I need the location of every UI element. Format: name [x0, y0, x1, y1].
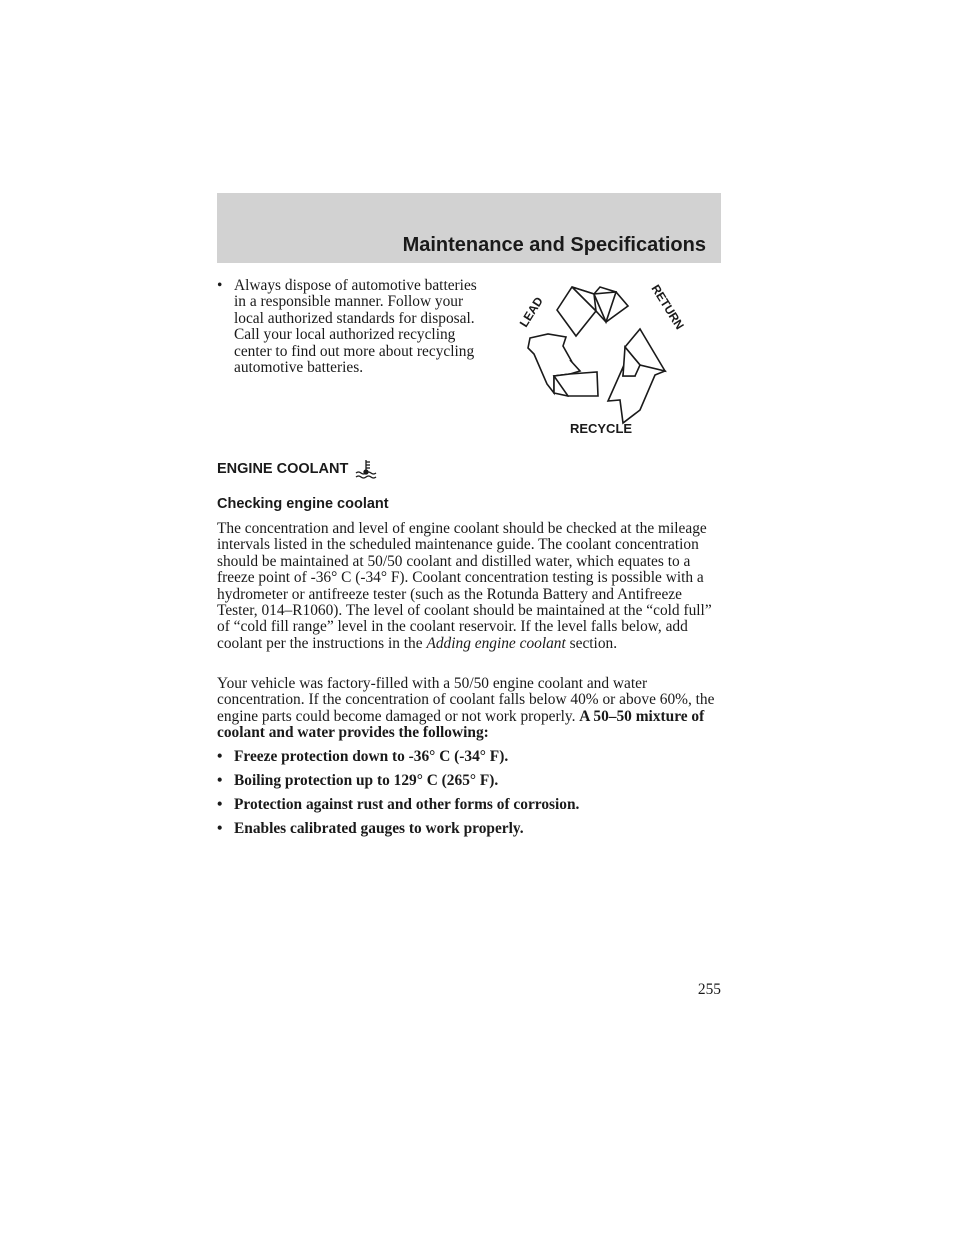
page-title: Maintenance and Specifications	[402, 234, 706, 256]
logo-recycle-text: RECYCLE	[569, 421, 633, 436]
bullet: •	[217, 277, 223, 294]
battery-disposal-bullet	[217, 278, 482, 376]
bullet: •	[217, 748, 223, 765]
paragraph-text: Your vehicle was factory-filled with a 50/50 engine coolant and water concentration. If the concentration of coolant falls below 40% or above 60%, the engine parts could become damaged or not work properly.	[217, 675, 715, 725]
list-item	[217, 278, 482, 376]
section-heading	[217, 458, 378, 480]
coolant-concentration-paragraph	[217, 521, 721, 652]
adding-engine-coolant-reference: Adding engine coolant	[426, 634, 566, 652]
list-item	[217, 797, 721, 813]
benefit-text: Boiling protection up to 129° C (265° F).	[234, 772, 499, 789]
bullet-text: Always dispose of automotive batteries in a responsible manner. Follow your local authorized standards for disposal. Call your local authorized recycling center to find out more about recycling automotive batteries.	[234, 277, 477, 377]
engine-coolant-heading: ENGINE COOLANT	[217, 461, 349, 477]
list-item	[217, 749, 721, 765]
factory-fill-paragraph	[217, 676, 721, 742]
benefit-text: Protection against rust and other forms of corrosion.	[234, 796, 580, 813]
paragraph-bold-text: A 50–50 mixture of coolant and water provides the following:	[217, 707, 705, 742]
coolant-benefits-list	[217, 749, 721, 845]
lead-recycle-logo	[510, 276, 700, 440]
benefit-text: Enables calibrated gauges to work properly.	[234, 820, 524, 837]
page-header	[217, 193, 721, 263]
checking-coolant-subheading: Checking engine coolant	[217, 496, 389, 512]
coolant-temperature-icon	[354, 458, 378, 480]
bullet: •	[217, 796, 223, 813]
logo-lead-text: LEAD	[516, 294, 546, 330]
bullet: •	[217, 772, 223, 789]
list-item	[217, 773, 721, 789]
paragraph-text: section.	[565, 634, 618, 652]
benefit-text: Freeze protection down to -36° C (-34° F).	[234, 748, 509, 765]
list-item	[217, 821, 721, 837]
bullet: •	[217, 820, 223, 837]
logo-return-text: RETURN	[648, 282, 687, 332]
page-number: 255	[697, 981, 721, 998]
paragraph-text: The concentration and level of engine coolant should be checked at the mileage intervals listed in the scheduled maintenance guide. The coolant concentration should be maintained at 50/50 coolant and distilled water, which equates to a freeze point of -36° C (-34° F). Coolant concentration testing is possible with a hydrometer or antifreeze tester (such as the Rotunda Battery and Antifreeze Tester, 014–R1060). The level of coolant should be maintained at the “cold full” of “cold fill range” level in the coolant reservoir. If the level falls below, add coolant per the instructions in the	[217, 520, 712, 652]
recycle-arrows-icon	[528, 287, 665, 423]
